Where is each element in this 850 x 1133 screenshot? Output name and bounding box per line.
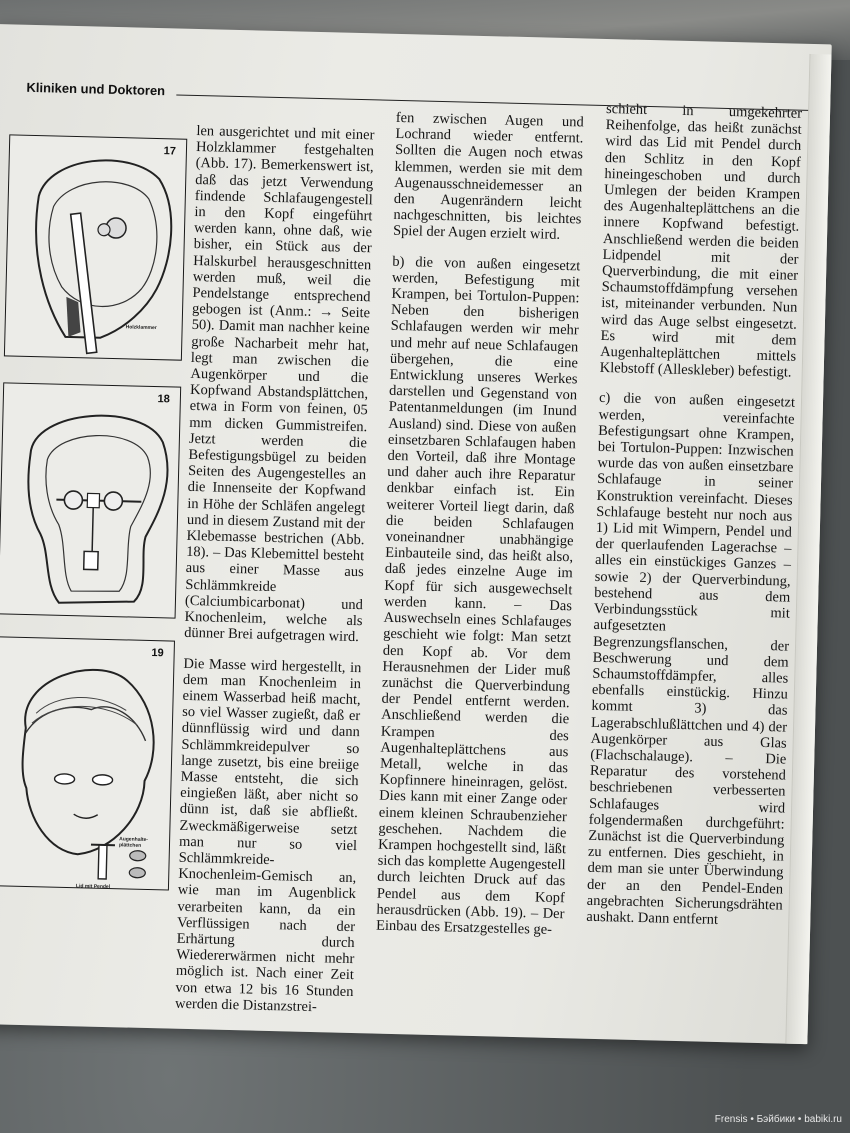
figure-19 [0,636,175,890]
book-page [0,24,832,1044]
paragraph: b) die von außen eingesetzt werden, Befestigung mit Krampen, bei Tortulon-Puppen: Neben den bisherigen Schlafaugen werden wir mehr und mehr auf neue Schlafaugen übergehen, die eine Entwicklung unseres Werkes darstellen und Gegenstand von Patentanmeldungen (im Inund Ausland) sind. Diese von außen einsetzbaren Schlafaugen haben den Vorteil, daß ihre Montage und daher auch ihre Reparatur denkbar einfach ist. Ein weiterer Vorteil liegt darin, daß die beiden Schlafaugen voneinandner unabhängige Einbauteile sind, das heißt also, daß jedes einzelne Auge im Kopf für sich ausgewechselt werden kann. – Das Auswechseln eines Schlafauges geschieht wie folgt: Man setzt den Kopf ab. Vor dem Herausnehmen der Lider muß zunächst die Querverbindung der Pendel entfernt werden. Anschließend werden die Krampen des Augenhalteplättchens aus Metall, welche in das Kopfinnere hineinragen, gelöst. Dies kann mit einer Zange oder einem kleinen Schraubenzieher geschehen. Nachdem die Krampen hochgestellt sind, läßt sich das komplette Augengestell durch leichten Druck auf das Pendel aus dem Kopf herausdrücken (Abb. 19). – Der Einbau des Ersatzgestelles ge- [375,253,581,938]
doll-head-section-drawing [0,383,182,619]
paragraph: len ausgerichtet und mit einer Holzklammer festgehalten (Abb. 17). Bemerkenswert ist, daß das jetzt Verwendung findende Schlafaugengestell in den Kopf eingeführt werden kann, ohne daß, wie bisher, ein Stück aus der Halskurbel herausgeschnitten werden muß, weil die Pendelstange entsprechend gebogen ist (Anm.: → Seite 50). Damit man nachher keine große Nacharbeit mehr hat, legt man zwischen die Augenkörper und die Kopfwand Abstandsplättchen, etwa in Form von feinen, 05 mm dicken Gummistreifen. Jetzt werden die Befestigungsbügel zu beiden Seiten des Augengestelles an die Innenseite der Kopfwand in Höhe der Schläfen angelegt und in diesem Zustand mit der Klebemasse bestrichen (Abb. 18). – Das Klebemittel besteht aus einer Masse aus Schlämmkreide (Calciumbicarbonat) und Knochenleim, welche als dünner Brei aufgetragen wird. [183,122,375,646]
figure-number: 17 [163,145,177,158]
text-column-1 [175,123,375,1016]
text-column-2 [376,110,584,939]
figure-caption-plate: Augenhalte- plättchen [118,836,149,849]
paragraph: c) die von außen eingesetzt werden, vereinfachte Befestigungsart ohne Krampen, bei Tortulon-Puppen: Inzwischen wurde das von außen einsetzbare Schlafauge in seiner Konstruktion vereinfacht. Dieses Schlafauge besteht nur noch aus 1) Lid mit Wimpern, Pendel und der querlaufenden Lagerachse – alles ein einstückiges Ganzes – sowie 2) der Querverbindung, bestehend aus dem Verbindungsstück mit aufgesetzten Begrenzungsflanschen, der Beschwerung und dem Schaumstoffdämpfer, alles ebenfalls einstückig. Hinzu kommt 3) das Lagerabschlußlättchen und 4) der Augenkörper aus Glas (Flachschalauge). – Die Reparatur des vorstehend beschriebenen verbesserten Schlafauges wird folgendermaßen durchgeführt: Zunächst ist die Querverbindung zu entfernen. Dies geschieht, in dem man sie unter Überwindung der an den Pendel-Enden angebrachten Sicherungsdrähten aushakt. Dann entfernt [586,390,796,928]
doll-head-eye-removal-drawing [0,637,176,891]
watermark: Frensis • Бэйбики • babiki.ru [714,1114,842,1125]
paragraph: Die Masse wird hergestellt, in dem man Knochenleim in einem Wasserbad heiß macht, so viel Wasser zugießt, daß er dünnflüssig wird und dann Schlämmkreidepulver so lange zusetzt, bis eine breiige Masse entsteht, die sich eingießen läßt, aber nicht so dünn ist, daß sie abfließt. Zweckmäßigerweise setzt man nur so viel Schlämmkreide-Knochenleim-Gemisch an, wie man im Augenblick verarbeiten kann, da ein Verflüssigen nach der Erhärtung durch Wiedererwärmen nicht mehr möglich ist. Nach einer Zeit von etwa 12 bis 16 Stunden werden die Distanzstrei- [174,655,362,1015]
figure-number: 18 [157,393,171,406]
paragraph: schieht in umgekehrter Reihenfolge, das heißt zunächst wird das Lid mit Pendel durch den Schlitz in den Kopf hineingeschoben und durch Umlegen der beiden Krampen des Augenhalteplättchens an die innere Kopfwand befestigt. Anschließend werden die beiden Lidpendel mit der Querverbindung, die mit einer Schaumstoffdämpfung versehen ist, miteinander verbunden. Nun wird das Auge selbst eingesetzt. Es wird mit dem Augenhalteplättchen mittels Klebstoff (Alleskleber) befestigt. [599,100,803,381]
text-column-3 [586,101,802,930]
figure-caption-lid: Lid mit Pendel [75,883,111,891]
paragraph: fen zwischen Augen und Lochrand wieder entfernt. Sollten die Augen noch etwas klemmen, werden sie mit dem Augenausschneidemesser an den Augenrändern leicht nachgeschnitten, bis leichtes Spiel der Augen erzielt wird. [392,109,584,244]
header-title: Kliniken und Doktoren [26,79,166,99]
doll-head-clamp-drawing [5,135,188,361]
figure-17 [4,134,187,360]
figure-caption: Holzklammer [125,324,157,332]
figure-number: 19 [151,647,164,660]
figure-18 [0,382,181,618]
